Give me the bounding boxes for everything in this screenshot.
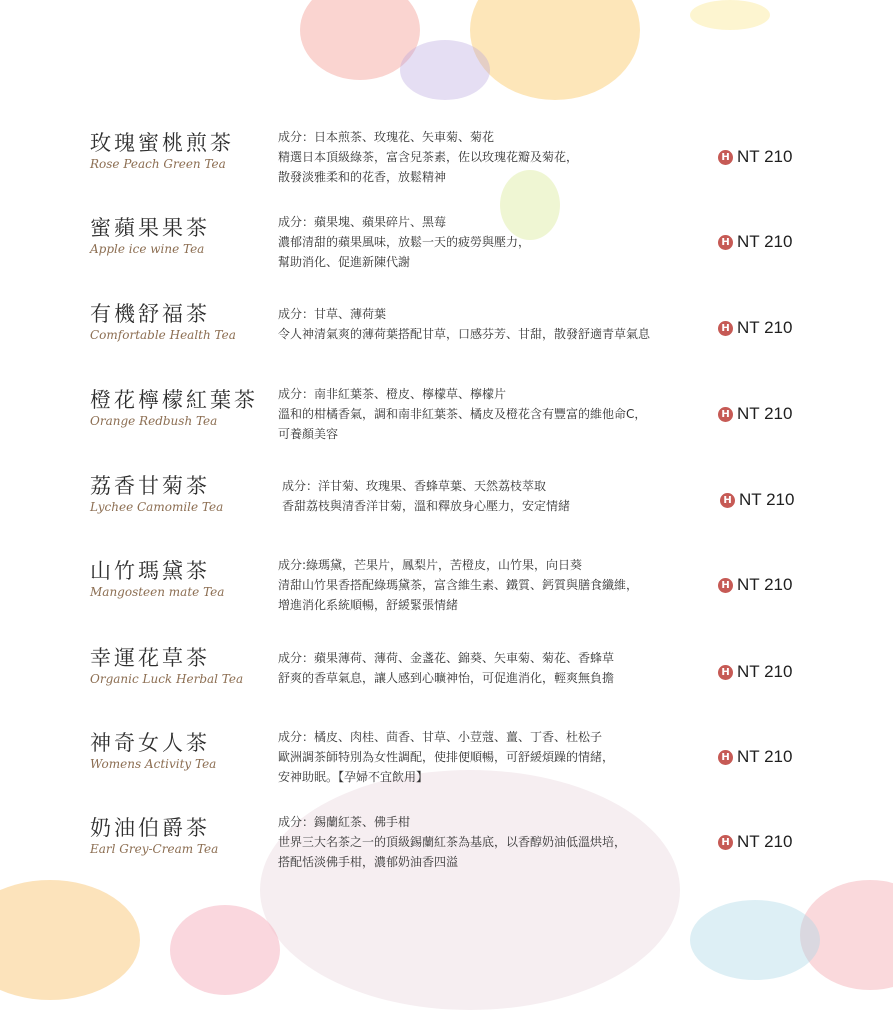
tea-name-en: Womens Activity Tea — [90, 757, 217, 771]
price-text: NT 210 — [737, 662, 793, 681]
price-text: NT 210 — [737, 404, 793, 423]
description-line: 成分：洋甘菊、玫瑰果、香蜂草葉、天然荔枝萃取 — [282, 479, 547, 493]
description-line: 溫和的柑橘香氣，調和南非紅葉茶、橘皮及橙花含有豐富的維他命C， — [278, 407, 647, 421]
tea-name-zh: 神奇女人茶 — [90, 731, 210, 755]
description-line: 散發淡雅柔和的花香，放鬆精神 — [278, 170, 447, 184]
brand-h-icon: H — [718, 835, 733, 850]
description-line: 精選日本頂級綠茶，富含兒茶素，佐以玫瑰花瓣及菊花， — [278, 150, 579, 164]
brand-h-icon: H — [718, 750, 733, 765]
price — [718, 147, 792, 167]
tea-name-zh: 山竹瑪黛茶 — [90, 559, 210, 583]
brand-h-icon: H — [718, 150, 733, 165]
price-text: NT 210 — [737, 232, 793, 251]
description-line: 安神助眠。【孕婦不宜飲用】 — [278, 770, 429, 784]
tea-name-en: Earl Grey-Cream Tea — [90, 842, 219, 856]
brand-h-icon: H — [718, 235, 733, 250]
price-text: NT 210 — [737, 318, 793, 337]
brand-h-icon: H — [718, 665, 733, 680]
price — [718, 404, 792, 424]
price — [720, 490, 794, 510]
description-line: 清甜山竹果香搭配綠瑪黛茶，富含維生素、鐵質、鈣質與膳食纖維， — [278, 578, 639, 592]
tea-name-en: Mangosteen mate Tea — [90, 585, 225, 599]
tea-name-en: Organic Luck Herbal Tea — [90, 672, 244, 686]
tea-name-zh: 有機舒福茶 — [90, 302, 210, 326]
brand-h-icon: H — [718, 578, 733, 593]
menu-item — [0, 384, 893, 464]
description-line: 濃郁清甜的蘋果風味，放鬆一天的疲勞與壓力， — [278, 235, 531, 249]
price — [718, 832, 792, 852]
description-line: 成分：南非紅葉茶、橙皮、檸檬草、檸檬片 — [278, 387, 507, 401]
tea-description — [278, 555, 698, 615]
menu-item — [0, 212, 893, 292]
price — [718, 747, 792, 767]
tea-name-en: Orange Redbush Tea — [90, 414, 218, 428]
description-line: 成分:綠瑪黛，芒果片，鳳梨片，苦橙皮，山竹果，向日葵 — [278, 558, 583, 572]
description-line: 成分：錫蘭紅茶、佛手柑 — [278, 815, 411, 829]
description-line: 搭配恬淡佛手柑，濃郁奶油香四溢 — [278, 855, 459, 869]
menu-item — [0, 127, 893, 207]
tea-name-en: Lychee Camomile Tea — [90, 500, 224, 514]
brand-h-icon: H — [718, 321, 733, 336]
tea-description — [278, 648, 698, 688]
tea-description — [278, 384, 698, 444]
tea-name-en: Rose Peach Green Tea — [90, 157, 226, 171]
tea-description — [278, 212, 698, 272]
tea-name-zh: 荔香甘菊茶 — [90, 474, 210, 498]
menu-item — [0, 812, 893, 892]
description-line: 成分：日本煎茶、玫瑰花、矢車菊、菊花 — [278, 130, 495, 144]
tea-name-zh: 蜜蘋果果茶 — [90, 216, 210, 240]
menu-item — [0, 727, 893, 807]
price — [718, 575, 792, 595]
price-text: NT 210 — [737, 575, 793, 594]
brand-h-icon: H — [720, 493, 735, 508]
description-line: 幫助消化、促進新陳代謝 — [278, 255, 411, 269]
menu-item — [0, 298, 893, 378]
tea-name-zh: 幸運花草茶 — [90, 646, 210, 670]
description-line: 世界三大名茶之一的頂級錫蘭紅茶為基底，以香醇奶油低溫烘培， — [278, 835, 627, 849]
price — [718, 662, 792, 682]
price-text: NT 210 — [737, 747, 793, 766]
description-line: 增進消化系統順暢，舒緩緊張情緒 — [278, 598, 459, 612]
tea-name-zh: 橙花檸檬紅葉茶 — [90, 388, 258, 412]
menu-item — [0, 470, 893, 550]
description-line: 成分：橘皮、肉桂、茴香、甘草、小荳蔻、薑、丁香、杜松子 — [278, 730, 603, 744]
price — [718, 318, 792, 338]
description-line: 舒爽的香草氣息，讓人感到心曠神怡，可促進消化，輕爽無負擔 — [278, 671, 615, 685]
tea-name-zh: 奶油伯爵茶 — [90, 816, 210, 840]
menu-item — [0, 642, 893, 722]
description-line: 成分：蘋果薄荷、薄荷、金盞花、錦葵、矢車菊、菊花、香蜂草 — [278, 651, 615, 665]
tea-description — [278, 727, 698, 787]
tea-name-en: Comfortable Health Tea — [90, 328, 236, 342]
description-line: 可養顏美容 — [278, 427, 339, 441]
menu-item — [0, 555, 893, 635]
price-text: NT 210 — [739, 490, 795, 509]
description-line: 歐洲調茶師特別為女性調配，使排便順暢，可舒緩煩躁的情緒， — [278, 750, 615, 764]
tea-name-zh: 玫瑰蜜桃煎茶 — [90, 131, 234, 155]
tea-name-en: Apple ice wine Tea — [90, 242, 205, 256]
tea-description — [278, 304, 698, 344]
price-text: NT 210 — [737, 832, 793, 851]
brand-h-icon: H — [718, 407, 733, 422]
price — [718, 232, 792, 252]
description-line: 香甜荔枝與清香洋甘菊，溫和釋放身心壓力，安定情緒 — [282, 499, 571, 513]
description-line: 成分：蘋果塊、蘋果碎片、黑莓 — [278, 215, 447, 229]
description-line: 成分：甘草、薄荷葉 — [278, 307, 387, 321]
tea-description — [282, 476, 702, 516]
tea-description — [278, 127, 698, 187]
tea-description — [278, 812, 698, 872]
description-line: 令人神清氣爽的薄荷葉搭配甘草，口感芬芳、甘甜，散發舒適青草氣息 — [278, 327, 651, 341]
price-text: NT 210 — [737, 147, 793, 166]
